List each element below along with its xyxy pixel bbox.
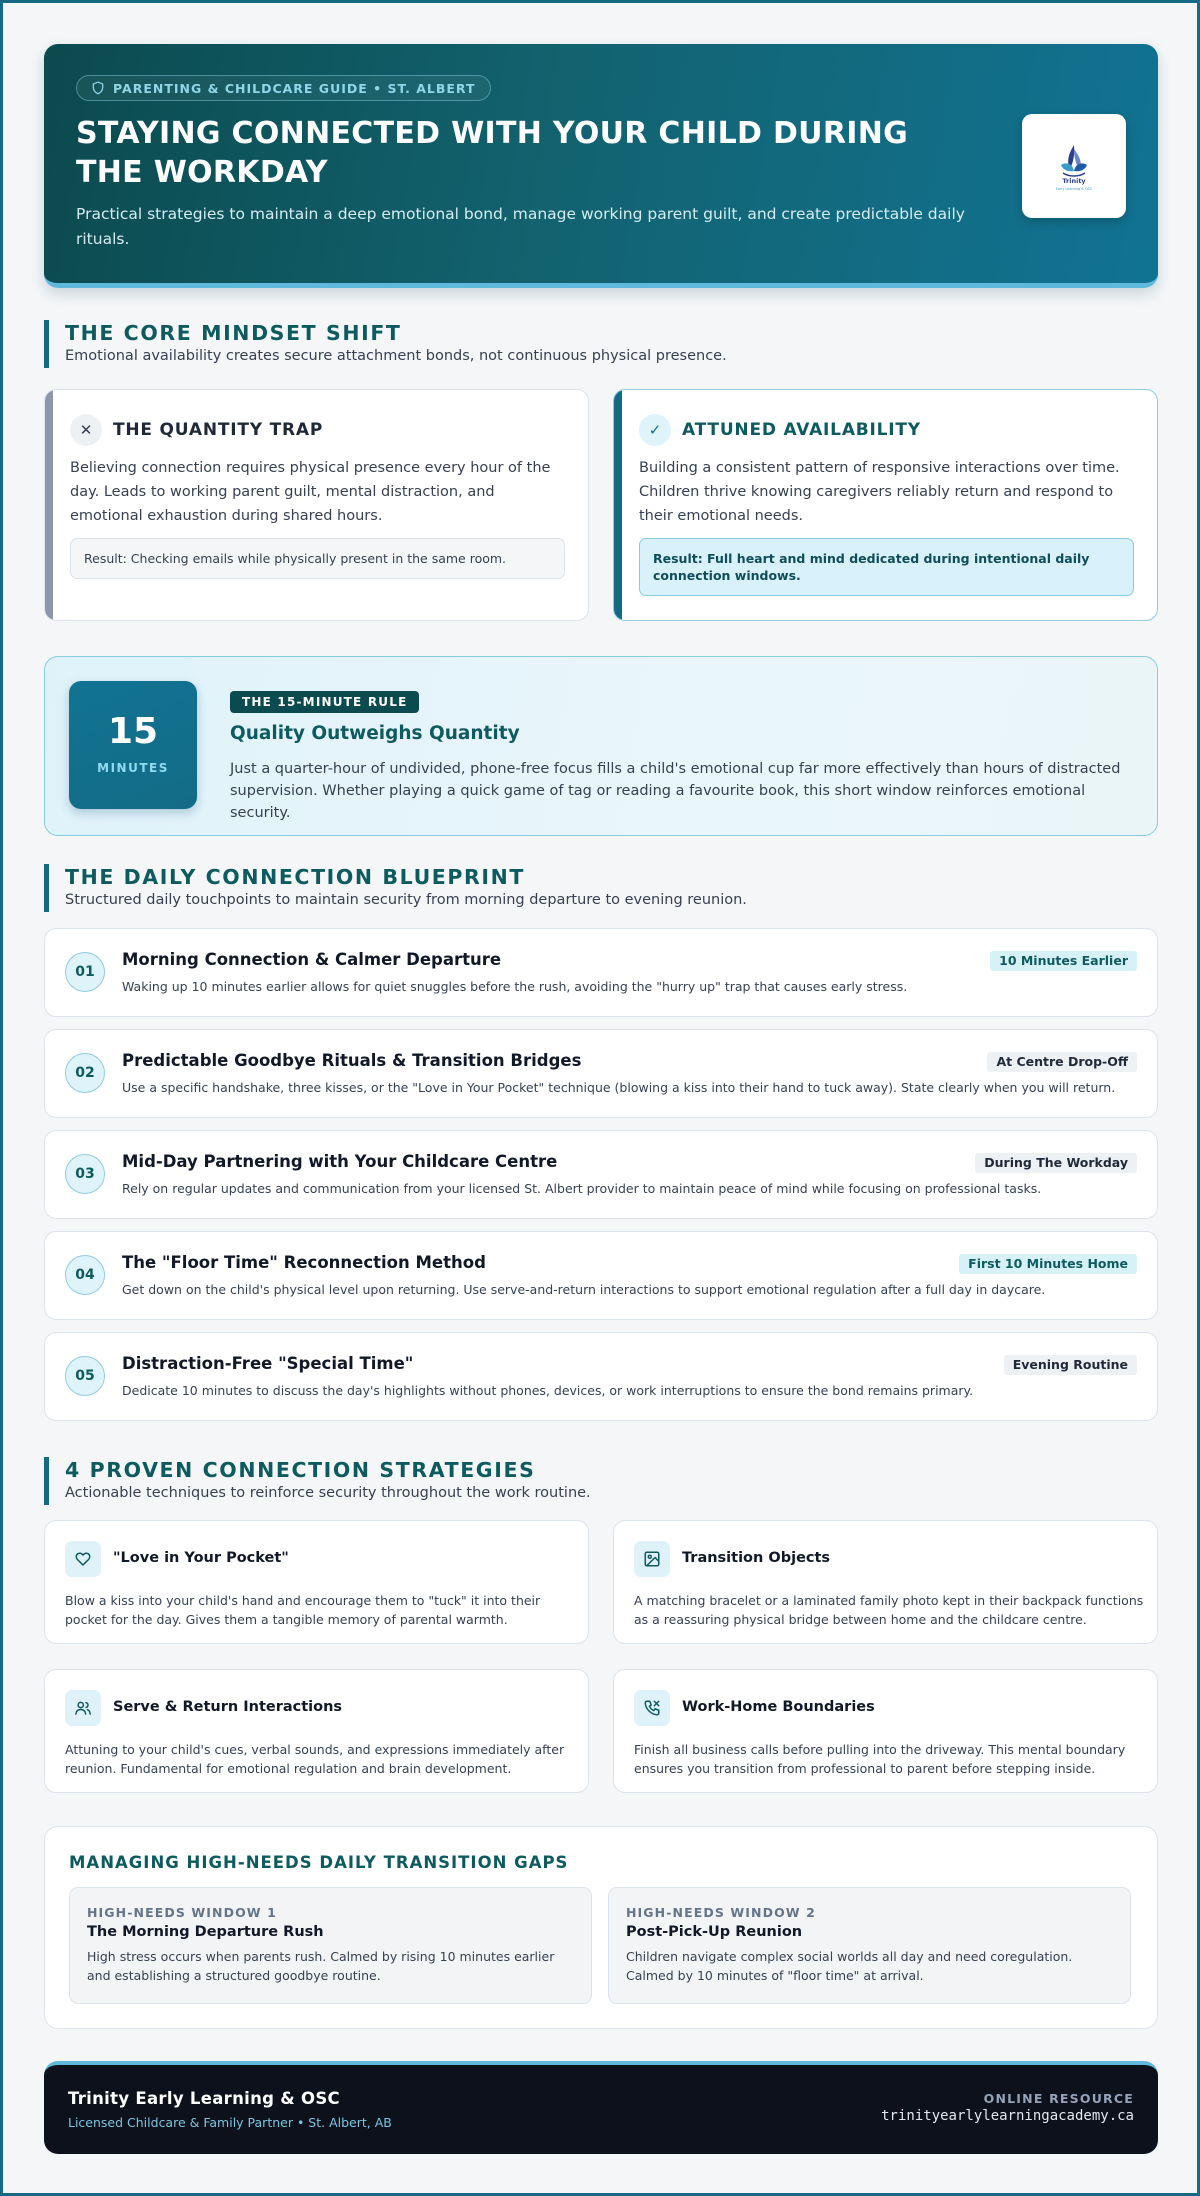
window-kicker: HIGH-NEEDS WINDOW 2	[626, 1905, 816, 1920]
footer	[44, 2061, 1158, 2154]
window-title: The Morning Departure Rush	[87, 1924, 324, 1940]
step-title: Mid-Day Partnering with Your Childcare Centre	[122, 1152, 558, 1171]
strategy-card-serve-return	[44, 1669, 589, 1793]
quantity-trap-result: Result: Checking emails while physically present in the same room.	[70, 538, 565, 579]
strategies-title: 4 PROVEN CONNECTION STRATEGIES	[65, 1458, 536, 1482]
list-item	[44, 1029, 1158, 1118]
step-number: 02	[65, 1053, 105, 1093]
list-item	[44, 1231, 1158, 1320]
list-item	[44, 1332, 1158, 1421]
strategy-body: Finish all business calls before pulling into the driveway. This mental boundary ensures you transition from professional to parent before stepping inside.	[634, 1742, 1126, 1776]
blueprint-title: THE DAILY CONNECTION BLUEPRINT	[65, 865, 525, 889]
rule-tag: THE 15-MINUTE RULE	[230, 691, 419, 713]
minutes-number: 15	[107, 711, 159, 752]
step-body: Waking up 10 minutes earlier allows for quiet snuggles before the rush, avoiding the "hurry up" trap that causes early stress.	[122, 979, 908, 994]
high-needs-section	[44, 1826, 1158, 2029]
footer-org-name: Trinity Early Learning & OSC	[68, 2089, 340, 2108]
step-title: Predictable Goodbye Rituals & Transition Bridges	[122, 1051, 582, 1070]
strategy-body: A matching bracelet or a laminated family photo kept in their backpack functions as a reassuring physical bridge between home and the childcare centre.	[634, 1593, 1144, 1627]
strategy-card-love-in-pocket	[44, 1520, 589, 1644]
window-body: Children navigate complex social worlds all day and need coregulation. Calmed by 10 minutes of "floor time" at arrival.	[626, 1949, 1073, 1983]
rule-title: Quality Outweighs Quantity	[230, 723, 520, 744]
window-kicker: HIGH-NEEDS WINDOW 1	[87, 1905, 277, 1920]
hero-category-tag	[76, 75, 491, 101]
trinity-logo-icon	[1039, 131, 1109, 201]
mindset-title: THE CORE MINDSET SHIFT	[65, 321, 402, 345]
hero-tag-label: PARENTING & CHILDCARE GUIDE • ST. ALBERT	[113, 80, 476, 96]
mindset-subtitle: Emotional availability creates secure attachment bonds, not continuous physical presence.	[65, 348, 727, 364]
step-body: Rely on regular updates and communication from your licensed St. Albert provider to maintain peace of mind while focusing on professional tasks.	[122, 1181, 1042, 1196]
phone-icon	[634, 1690, 670, 1726]
strategy-body: Blow a kiss into your child's hand and encourage them to "tuck" it into their pocket for the day. Gives them a tangible memory of parental warmth.	[65, 1593, 541, 1627]
step-time-badge: During The Workday	[975, 1153, 1137, 1173]
minutes-badge	[69, 681, 197, 809]
hero-banner	[44, 44, 1158, 288]
high-needs-window-1	[69, 1887, 592, 2004]
blueprint-section-header	[44, 864, 1158, 912]
attuned-body: Building a consistent pattern of responsive interactions over time. Children thrive knowing caregivers reliably return and respond to their emotional needs.	[639, 460, 1120, 524]
minutes-unit: MINUTES	[97, 761, 169, 775]
step-body: Use a specific handshake, three kisses, or the "Love in Your Pocket" technique (blowing a kiss into their hand to tuck away). State clearly when you will return.	[122, 1080, 1116, 1095]
strategies-section-header	[44, 1457, 1158, 1505]
strategy-title: Transition Objects	[682, 1550, 831, 1566]
step-title: Distraction-Free "Special Time"	[122, 1354, 414, 1373]
footer-website-link[interactable]: trinityearlylearningacademy.ca	[881, 2108, 1134, 2124]
window-body: High stress occurs when parents rush. Calmed by rising 10 minutes earlier and establishing a structured goodbye routine.	[87, 1949, 555, 1983]
step-number: 03	[65, 1154, 105, 1194]
page	[44, 44, 1158, 2130]
strategy-title: Work-Home Boundaries	[682, 1699, 875, 1715]
attuned-title: ATTUNED AVAILABILITY	[682, 420, 921, 440]
step-number: 01	[65, 952, 105, 992]
strategy-title: Serve & Return Interactions	[113, 1699, 343, 1715]
quantity-trap-title: THE QUANTITY TRAP	[113, 420, 324, 440]
footer-resource-label: ONLINE RESOURCE	[983, 2091, 1134, 2106]
mindset-section-header	[44, 320, 1158, 368]
page-subtitle: Practical strategies to maintain a deep emotional bond, manage working parent guilt, and create predictable daily rituals.	[76, 205, 965, 248]
rule-body: Just a quarter-hour of undivided, phone-free focus fills a child's emotional cup far more effectively than hours of distracted supervision. Whether playing a quick game of tag or reading a favourite book, this short window reinforces emotional security.	[230, 761, 1121, 821]
strategies-subtitle: Actionable techniques to reinforce security throughout the work routine.	[65, 1485, 591, 1501]
strategy-card-transition-objects	[613, 1520, 1158, 1644]
high-needs-title: MANAGING HIGH-NEEDS DAILY TRANSITION GAPS	[69, 1853, 569, 1872]
step-body: Get down on the child's physical level upon returning. Use serve-and-return interactions to support emotional regulation after a full day in daycare.	[122, 1282, 1046, 1297]
card-accent-bar	[614, 390, 622, 620]
attuned-result: Result: Full heart and mind dedicated during intentional daily connection windows.	[639, 538, 1134, 596]
page-title: STAYING CONNECTED WITH YOUR CHILD DURING THE WORKDAY	[76, 116, 909, 190]
x-icon: ✕	[70, 414, 102, 446]
window-title: Post-Pick-Up Reunion	[626, 1924, 803, 1940]
high-needs-window-2	[608, 1887, 1131, 2004]
step-number: 05	[65, 1356, 105, 1396]
step-time-badge: At Centre Drop-Off	[987, 1052, 1137, 1072]
fifteen-minute-rule-card	[44, 656, 1158, 836]
strategy-title: "Love in Your Pocket"	[113, 1550, 289, 1566]
quantity-trap-card	[44, 389, 589, 621]
attuned-availability-card	[613, 389, 1158, 621]
list-item	[44, 1130, 1158, 1219]
step-time-badge: 10 Minutes Earlier	[990, 951, 1137, 971]
step-title: Morning Connection & Calmer Departure	[122, 950, 502, 969]
svg-text:Trinity: Trinity	[1062, 177, 1086, 185]
heart-icon	[65, 1541, 101, 1577]
footer-org-subtitle: Licensed Childcare & Family Partner • St. Albert, AB	[68, 2115, 392, 2130]
card-accent-bar	[45, 390, 53, 620]
strategy-card-work-home-boundaries	[613, 1669, 1158, 1793]
logo	[1022, 114, 1126, 218]
shield-icon	[91, 81, 105, 95]
check-icon: ✓	[639, 414, 671, 446]
strategy-body: Attuning to your child's cues, verbal sounds, and expressions immediately after reunion. Fundamental for emotional regulation and brain development.	[65, 1742, 565, 1776]
step-body: Dedicate 10 minutes to discuss the day's highlights without phones, devices, or work interruptions to ensure the bond remains primary.	[122, 1383, 974, 1398]
users-icon	[65, 1690, 101, 1726]
step-time-badge: First 10 Minutes Home	[959, 1254, 1137, 1274]
step-title: The "Floor Time" Reconnection Method	[122, 1253, 486, 1272]
blueprint-subtitle: Structured daily touchpoints to maintain security from morning departure to evening reunion.	[65, 892, 747, 908]
svg-text:Early Learning & OSC: Early Learning & OSC	[1055, 187, 1093, 191]
quantity-trap-body: Believing connection requires physical presence every hour of the day. Leads to working parent guilt, mental distraction, and emotional exhaustion during shared hours.	[70, 460, 551, 524]
step-number: 04	[65, 1255, 105, 1295]
list-item	[44, 928, 1158, 1017]
step-time-badge: Evening Routine	[1004, 1355, 1137, 1375]
image-icon	[634, 1541, 670, 1577]
